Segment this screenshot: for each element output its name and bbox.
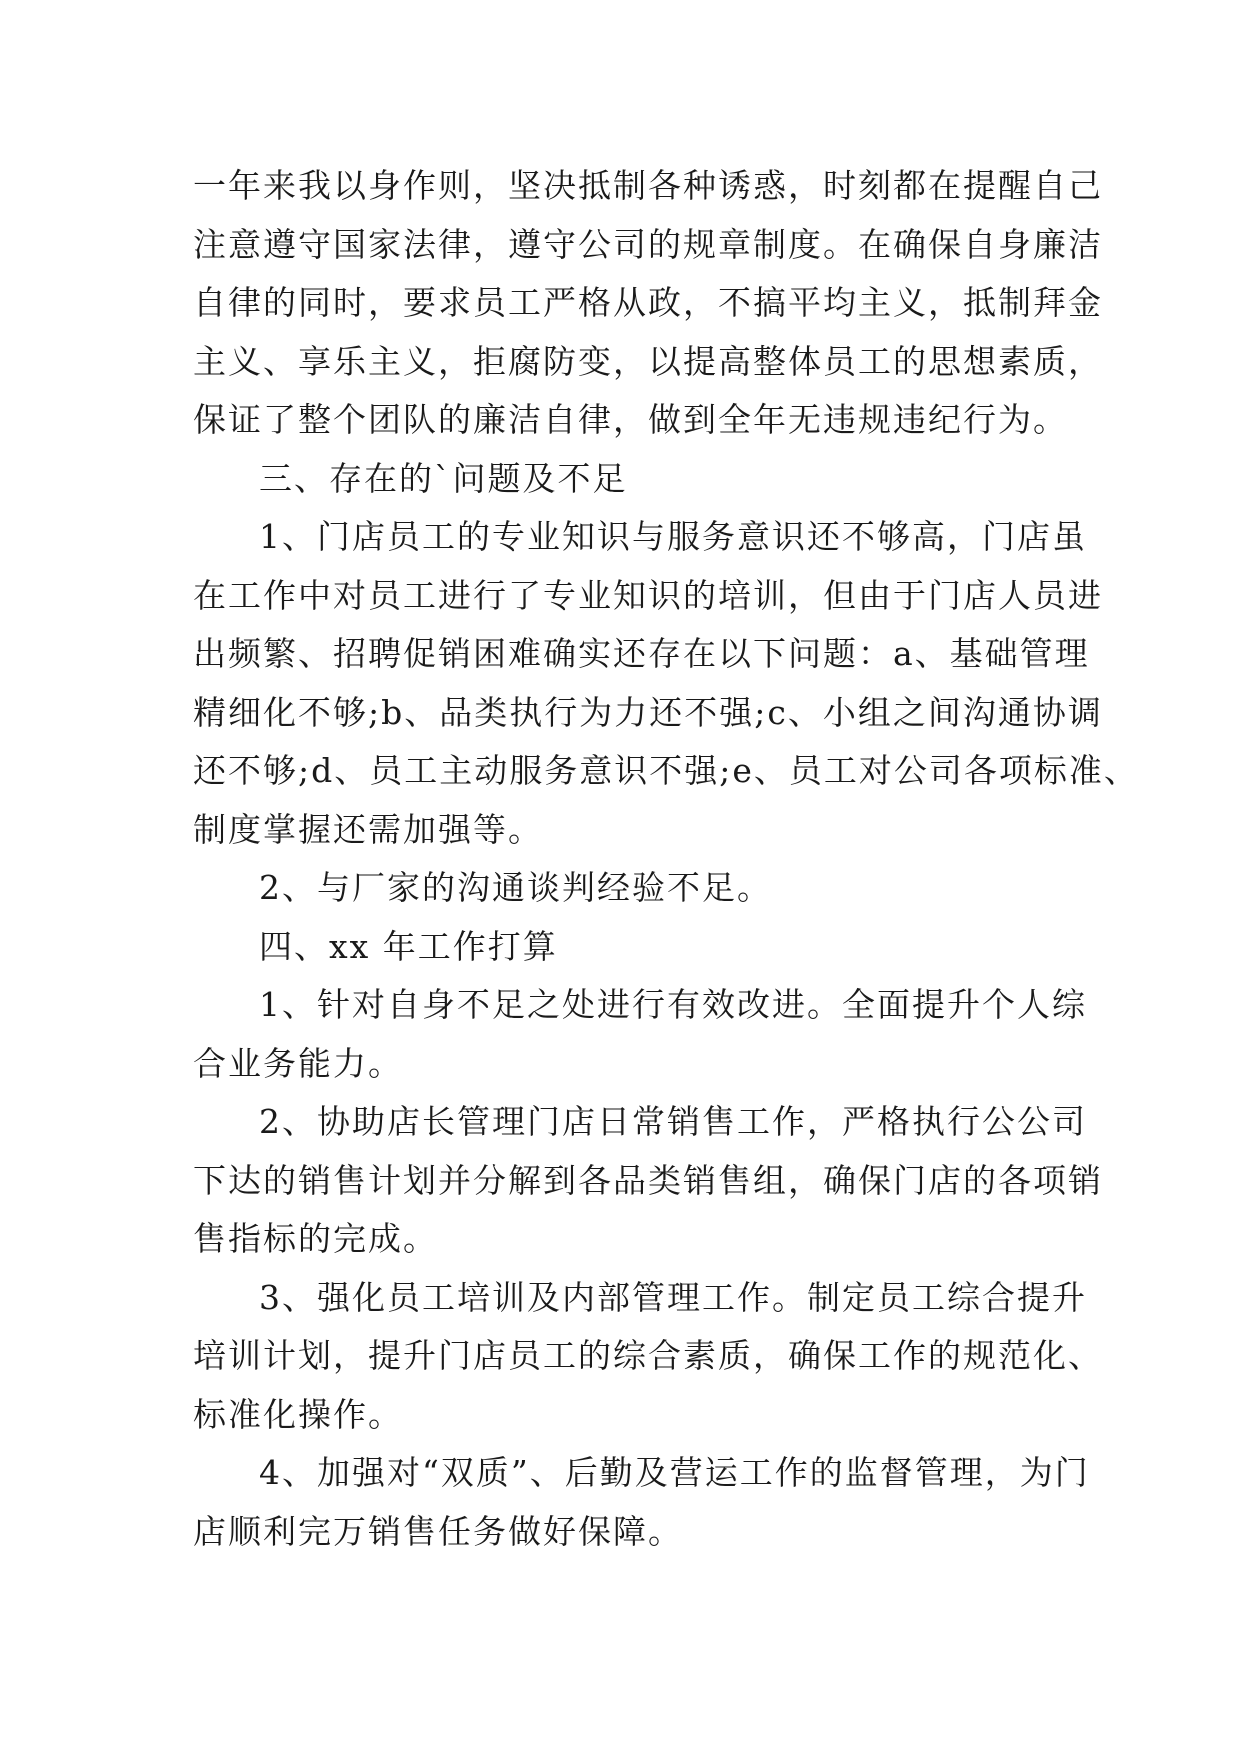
text-line: 4、加强对“双质”、后勤及营运工作的监督管理，为门: [259, 1453, 1090, 1492]
text-line: 精细化不够;b、品类执行为力还不强;c、小组之间沟通协调: [193, 692, 1103, 732]
text-line: 培训计划，提升门店员工的综合素质，确保工作的规范化、: [193, 1336, 1103, 1375]
text-line: 注意遵守国家法律，遵守公司的规章制度。在确保自身廉洁: [193, 224, 1103, 264]
paragraph-problem-1: [193, 508, 1139, 859]
document-body: [193, 157, 1139, 1561]
text-line: 出频繁、招聘促销困难确实还存在以下问题：a、基础管理: [193, 634, 1090, 673]
paragraph-plan-4: [193, 1444, 1090, 1561]
paragraph-plan-2: [193, 1093, 1103, 1269]
text-line: 自律的同时，要求员工严格从政，不搞平均主义，抵制拜金: [193, 283, 1103, 322]
text-line: 售指标的完成。: [193, 1219, 438, 1258]
text-line: 3、强化员工培训及内部管理工作。制定员工综合提升: [259, 1277, 1087, 1317]
heading-line: 三、存在的`问题及不足: [259, 458, 628, 498]
paragraph-plan-1: [193, 976, 1087, 1093]
text-line: 制度掌握还需加强等。: [193, 809, 543, 849]
text-line: 主义、享乐主义，拒腐防变，以提高整体员工的思想素质，: [193, 341, 1103, 381]
text-line: 1、门店员工的专业知识与服务意识还不够高，门店虽: [259, 517, 1087, 556]
section-heading-problems: [193, 450, 1063, 509]
text-line: 下达的销售计划并分解到各品类销售组，确保门店的各项销: [193, 1160, 1103, 1200]
text-line: 在工作中对员工进行了专业知识的培训，但由于门店人员进: [193, 575, 1103, 615]
heading-line: 四、xx 年工作打算: [259, 926, 558, 966]
text-line: 还不够;d、员工主动服务意识不强;e、员工对公司各项标准、: [193, 751, 1139, 790]
text-line: 合业务能力。: [193, 1043, 403, 1083]
text-line: 1、针对自身不足之处进行有效改进。全面提升个人综: [259, 985, 1087, 1024]
text-line: 一年来我以身作则，坚决抵制各种诱惑，时刻都在提醒自己: [193, 166, 1103, 205]
text-line: 2、与厂家的沟通谈判经验不足。: [259, 868, 772, 907]
text-line: 2、协助店长管理门店日常销售工作，严格执行公公司: [259, 1102, 1087, 1141]
section-heading-plan: [193, 918, 1063, 977]
text-line: 店顺利完万销售任务做好保障。: [193, 1511, 683, 1551]
paragraph-integrity: [193, 157, 1103, 450]
paragraph-plan-3: [193, 1269, 1103, 1445]
text-line: 保证了整个团队的廉洁自律，做到全年无违规违纪行为。: [193, 400, 1068, 439]
text-line: 标准化操作。: [193, 1394, 403, 1434]
paragraph-problem-2: [193, 859, 1063, 918]
